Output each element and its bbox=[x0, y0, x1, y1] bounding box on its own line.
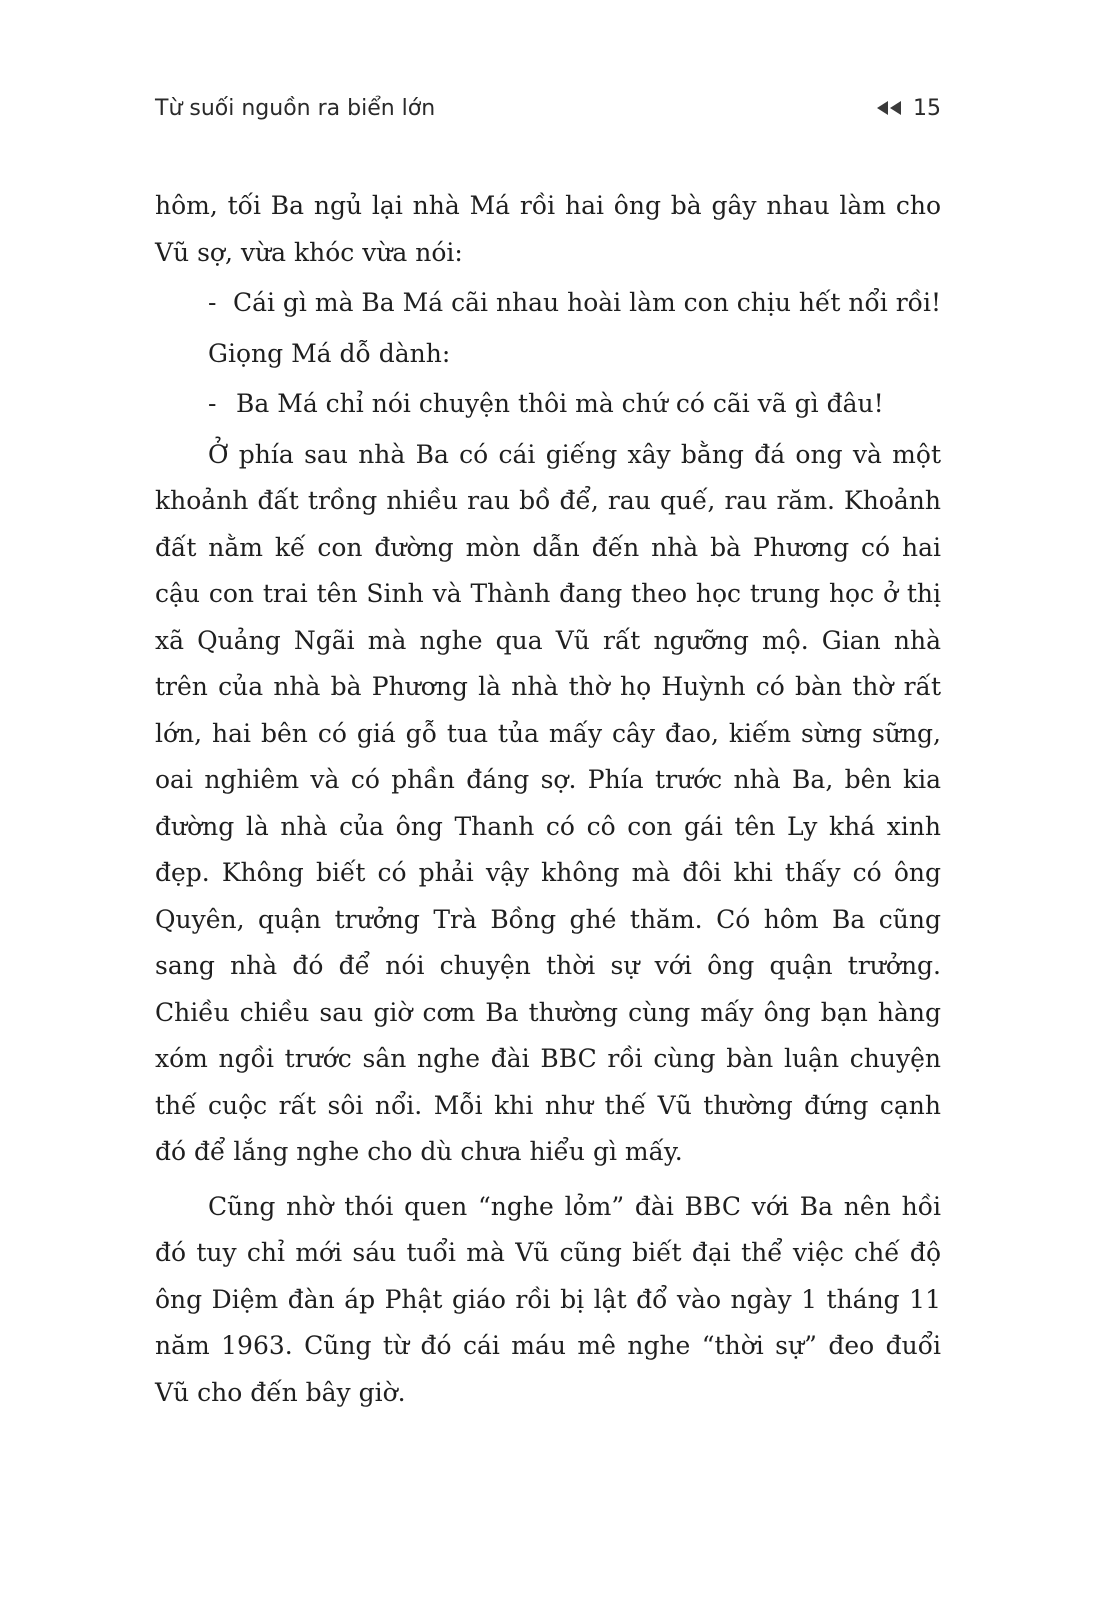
text-line: xóm ngồi trước sân nghe đài BBC rồi cùng bàn luận chuyện bbox=[155, 1044, 941, 1073]
text-line: khoảnh đất trồng nhiều rau bồ để, rau quế, rau răm. Khoảnh bbox=[155, 486, 941, 515]
text-line: đó tuy chỉ mới sáu tuổi mà Vũ cũng biết đại thể việc chế độ bbox=[155, 1238, 941, 1267]
dialogue-dash: - bbox=[208, 389, 217, 418]
dialogue-text: Cái gì mà Ba Má cãi nhau hoài làm con chịu hết nổi rồi! bbox=[232, 288, 941, 317]
text-line: Giọng Má dỗ dành: bbox=[208, 338, 451, 368]
text-line: Quyên, quận trưởng Trà Bồng ghé thăm. Có hôm Ba cũng bbox=[155, 904, 941, 934]
book-title: Từ suối nguồn ra biển lớn bbox=[155, 95, 436, 121]
text-line: Vũ sợ, vừa khóc vừa nói: bbox=[155, 237, 463, 267]
running-header bbox=[155, 88, 941, 128]
paragraph-continued bbox=[155, 183, 941, 276]
text-line: Chiều chiều sau giờ cơm Ba thường cùng mấy ông bạn hàng bbox=[155, 997, 941, 1027]
paragraph bbox=[155, 432, 941, 1176]
text-line: sang nhà đó để nói chuyện thời sự với ông quận trưởng. bbox=[155, 951, 941, 980]
double-left-triangle-icon bbox=[877, 101, 901, 115]
paragraph bbox=[155, 331, 941, 378]
text-line: đất nằm kế con đường mòn dẫn đến nhà bà Phương có hai bbox=[155, 532, 941, 562]
text-line: ông Diệm đàn áp Phật giáo rồi bị lật đổ vào ngày 1 tháng 11 bbox=[155, 1284, 941, 1314]
text-line: hôm, tối Ba ngủ lại nhà Má rồi hai ông bà gây nhau làm cho bbox=[155, 191, 941, 220]
text-line: trên của nhà bà Phương là nhà thờ họ Huỳnh có bàn thờ rất bbox=[155, 672, 941, 701]
text-line: Vũ cho đến bây giờ. bbox=[155, 1377, 406, 1407]
text-line: lớn, hai bên có giá gỗ tua tủa mấy cây đao, kiếm sừng sững, bbox=[155, 718, 941, 748]
page-number: 15 bbox=[913, 95, 941, 121]
dialogue-line bbox=[155, 280, 941, 327]
text-line: đẹp. Không biết có phải vậy không mà đôi khi thấy có ông bbox=[155, 858, 941, 887]
text-line: thế cuộc rất sôi nổi. Mỗi khi như thế Vũ thường đứng cạnh bbox=[155, 1090, 941, 1120]
text-line: xã Quảng Ngãi mà nghe qua Vũ rất ngưỡng mộ. Gian nhà bbox=[155, 625, 941, 655]
dialogue-line bbox=[155, 381, 941, 428]
text-line: oai nghiêm và có phần đáng sợ. Phía trước nhà Ba, bên kia bbox=[155, 765, 941, 794]
text-line: đó để lắng nghe cho dù chưa hiểu gì mấy. bbox=[155, 1137, 683, 1166]
text-line: năm 1963. Cũng từ đó cái máu mê nghe “thời sự” đeo đuổi bbox=[155, 1331, 941, 1360]
text-line: Ở phía sau nhà Ba có cái giếng xây bằng đá ong và một bbox=[208, 439, 941, 469]
text-line: đường là nhà của ông Thanh có cô con gái tên Ly khá xinh bbox=[155, 811, 941, 841]
paragraph bbox=[155, 1184, 941, 1417]
dialogue-dash: - bbox=[208, 288, 217, 317]
text-line: cậu con trai tên Sinh và Thành đang theo học trung học ở thị bbox=[155, 579, 941, 608]
body-text bbox=[155, 183, 941, 1416]
folio bbox=[877, 96, 941, 121]
dialogue-text: Ba Má chỉ nói chuyện thôi mà chứ có cãi vã gì đâu! bbox=[236, 389, 884, 418]
text-line: Cũng nhờ thói quen “nghe lỏm” đài BBC với Ba nên hồi bbox=[208, 1191, 941, 1221]
